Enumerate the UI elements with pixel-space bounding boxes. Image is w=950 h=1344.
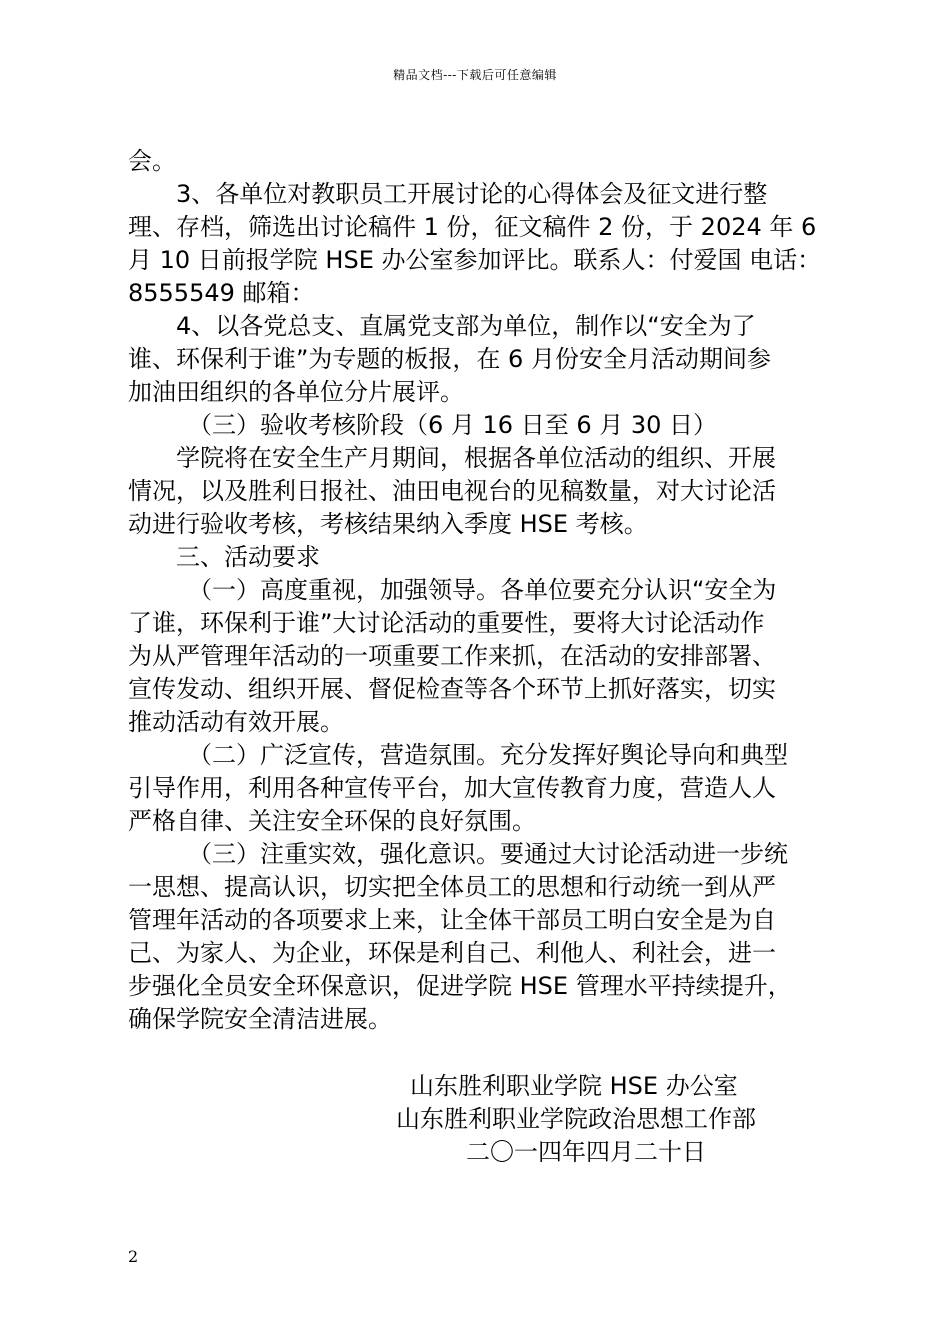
text-line: 情况，以及胜利日报社、油田电视台的见稿数量，对大讨论活 — [128, 477, 776, 505]
section-heading: （三）验收考核阶段（6 月 16 日至 6 月 30 日） — [188, 411, 718, 439]
text-line: （一）高度重视，加强领导。各单位要充分认识“安全为 — [188, 576, 777, 604]
page-number: 2 — [128, 1247, 139, 1266]
page-header: 精品文档---下载后可任意编辑 — [393, 68, 557, 82]
text-line: 管理年活动的各项要求上来，让全体干部员工明白安全是为自 — [128, 906, 776, 934]
text-line: 3、各单位对教职员工开展讨论的心得体会及征文进行整 — [176, 180, 768, 208]
text-line: 了谁，环保利于谁”大讨论活动的重要性，要将大讨论活动作 — [128, 609, 765, 637]
text-line: 会。 — [128, 147, 176, 175]
document-body — [128, 145, 828, 1169]
text-line: 8555549 邮箱： — [128, 279, 315, 307]
text-line: 为从严管理年活动的一项重要工作来抓，在活动的安排部署、 — [128, 642, 776, 670]
text-line: 学院将在安全生产月期间，根据各单位活动的组织、开展 — [176, 444, 776, 472]
text-line: 宣传发动、组织开展、督促检查等各个环节上抓好落实，切实 — [128, 675, 776, 703]
text-line: 严格自律、关注安全环保的良好氛围。 — [128, 807, 536, 835]
text-line: 理、存档，筛选出讨论稿件 1 份，征文稿件 2 份，于 2024 年 6 — [128, 213, 817, 241]
text-line: 月 10 日前报学院 HSE 办公室参加评比。联系人：付爱国 电话： — [128, 246, 822, 274]
text-line: （二）广泛宣传，营造氛围。充分发挥好舆论导向和典型 — [188, 741, 788, 769]
text-line: 己、为家人、为企业，环保是利自己、利他人、利社会，进一 — [128, 939, 776, 967]
text-line: 加油田组织的各单位分片展评。 — [128, 378, 464, 406]
text-line: 确保学院安全清洁进展。 — [128, 1005, 392, 1033]
text-line: 一思想、提高认识，切实把全体员工的思想和行动统一到从严 — [128, 873, 776, 901]
text-line: （三）注重实效，强化意识。要通过大讨论活动进一步统 — [188, 840, 788, 868]
section-heading: 三、活动要求 — [176, 543, 320, 571]
text-line: 引导作用，利用各种宣传平台，加大宣传教育力度，营造人人 — [128, 774, 776, 802]
signature-department: 山东胜利职业学院政治思想工作部 — [396, 1105, 756, 1133]
text-line: 动进行验收考核，考核结果纳入季度 HSE 考核。 — [128, 510, 648, 538]
signature-office: 山东胜利职业学院 HSE 办公室 — [410, 1072, 738, 1100]
text-line: 4、以各党总支、直属党支部为单位，制作以“安全为了 — [176, 312, 756, 340]
signature-date: 二〇一四年四月二十日 — [466, 1138, 706, 1166]
text-line: 步强化全员安全环保意识，促进学院 HSE 管理水平持续提升， — [128, 972, 792, 1000]
text-line: 谁、环保利于谁”为专题的板报，在 6 月份安全月活动期间参 — [128, 345, 771, 373]
text-line: 推动活动有效开展。 — [128, 708, 344, 736]
